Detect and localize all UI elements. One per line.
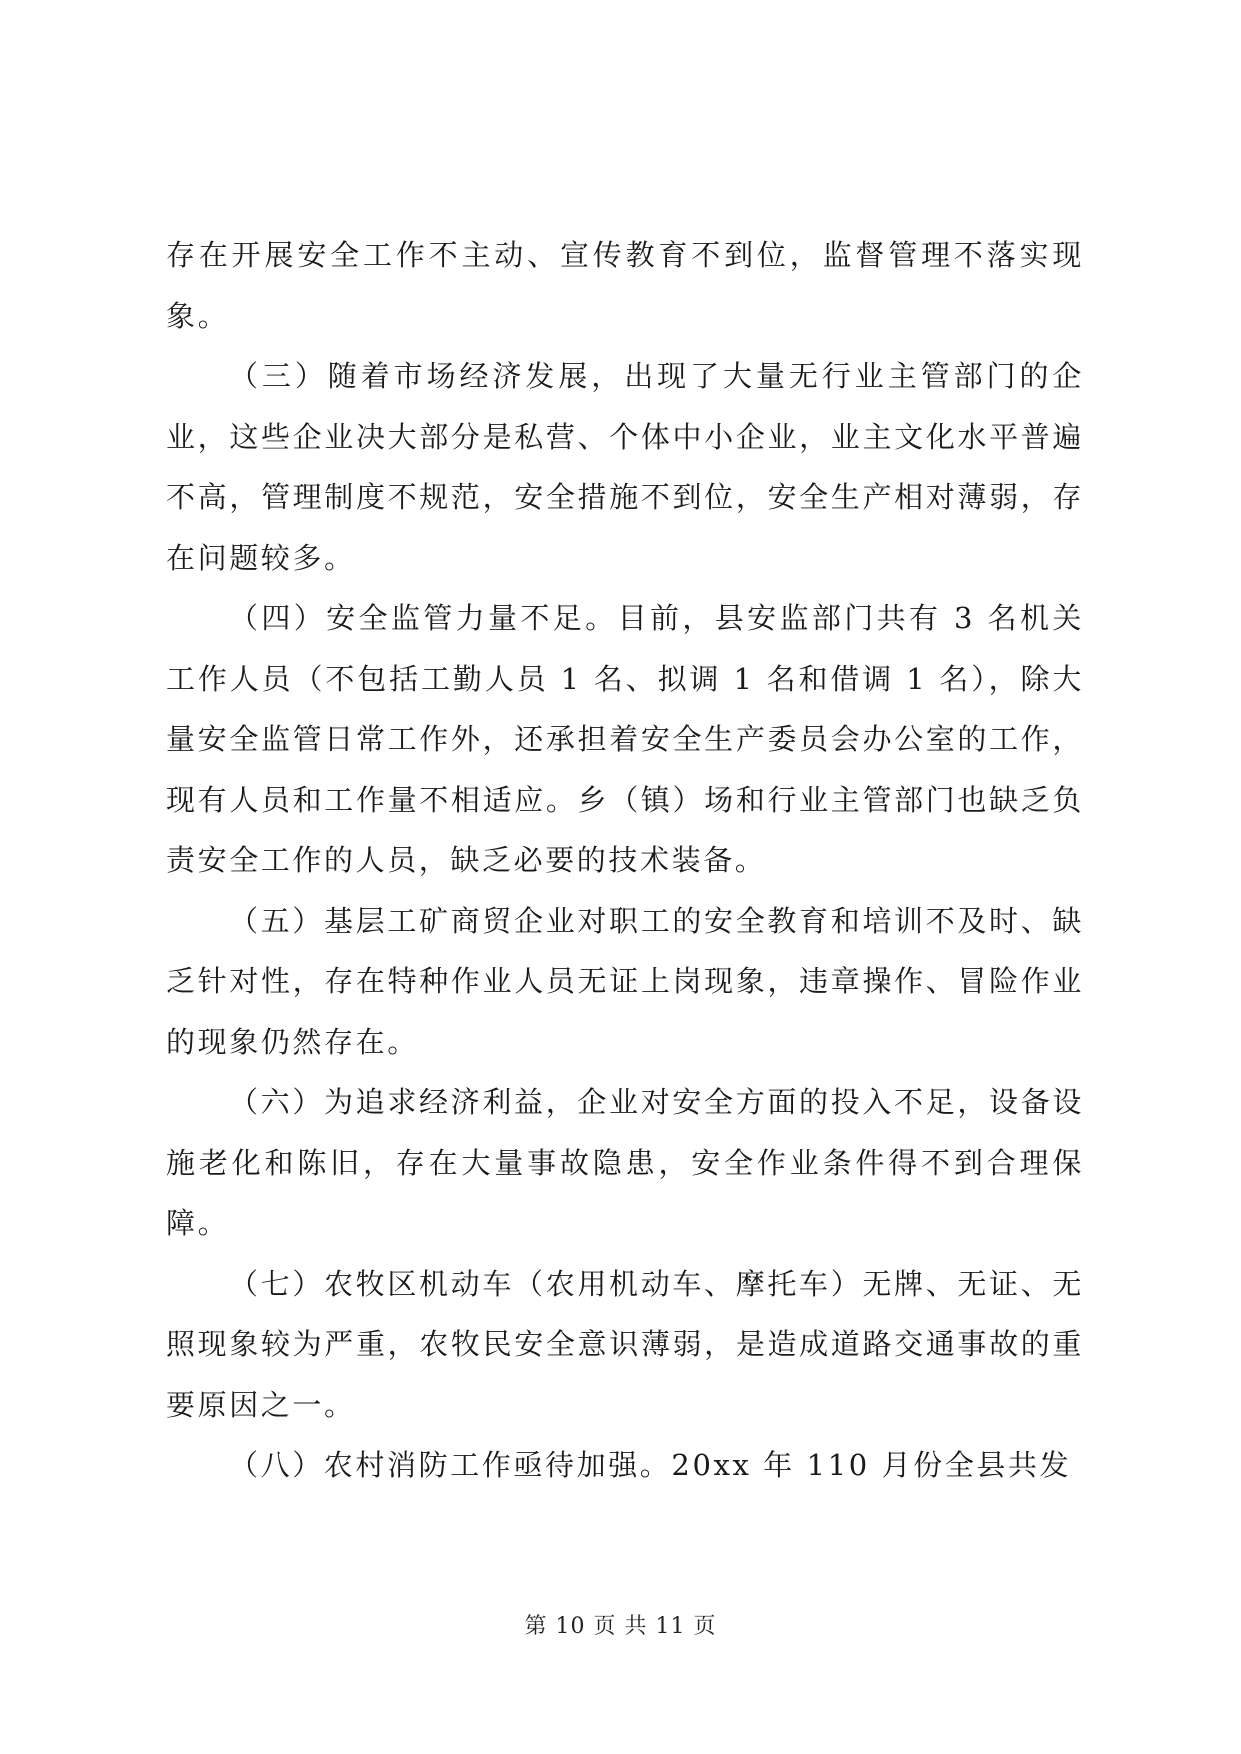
- document-body: [166, 225, 1084, 1496]
- page-number: 第 10 页 共 11 页: [524, 1614, 717, 1639]
- paragraph: （七）农牧区机动车（农用机动车、摩托车）无牌、无证、无照现象较为严重，农牧民安全意识薄弱，是造成道路交通事故的重要原因之一。: [166, 1266, 1084, 1422]
- paragraph: （三）随着市场经济发展，出现了大量无行业主管部门的企业，这些企业决大部分是私营、个体中小企业，业主文化水平普遍不高，管理制度不规范，安全措施不到位，安全生产相对薄弱，存在问题较多。: [166, 359, 1084, 575]
- paragraph: 存在开展安全工作不主动、宣传教育不到位，监督管理不落实现象。: [166, 238, 1084, 333]
- paragraph: （五）基层工矿商贸企业对职工的安全教育和培训不及时、缺乏针对性，存在特种作业人员无证上岗现象，违章操作、冒险作业的现象仍然存在。: [166, 903, 1084, 1059]
- paragraph: （四）安全监管力量不足。目前，县安监部门共有 3 名机关工作人员（不包括工勤人员 1 名、拟调 1 名和借调 1 名），除大量安全监管日常工作外，还承担着安全生产委员会办公室的工作，现有人员和工作量不相适应。乡（镇）场和行业主管部门也缺乏负责安全工作的人员，缺乏必要的技术装备。: [166, 601, 1084, 877]
- paragraph: （八）农村消防工作亟待加强。20xx 年 110 月份全县共发: [229, 1448, 1072, 1482]
- paragraph: （六）为追求经济利益，企业对安全方面的投入不足，设备设施老化和陈旧，存在大量事故隐患，安全作业条件得不到合理保障。: [166, 1085, 1084, 1240]
